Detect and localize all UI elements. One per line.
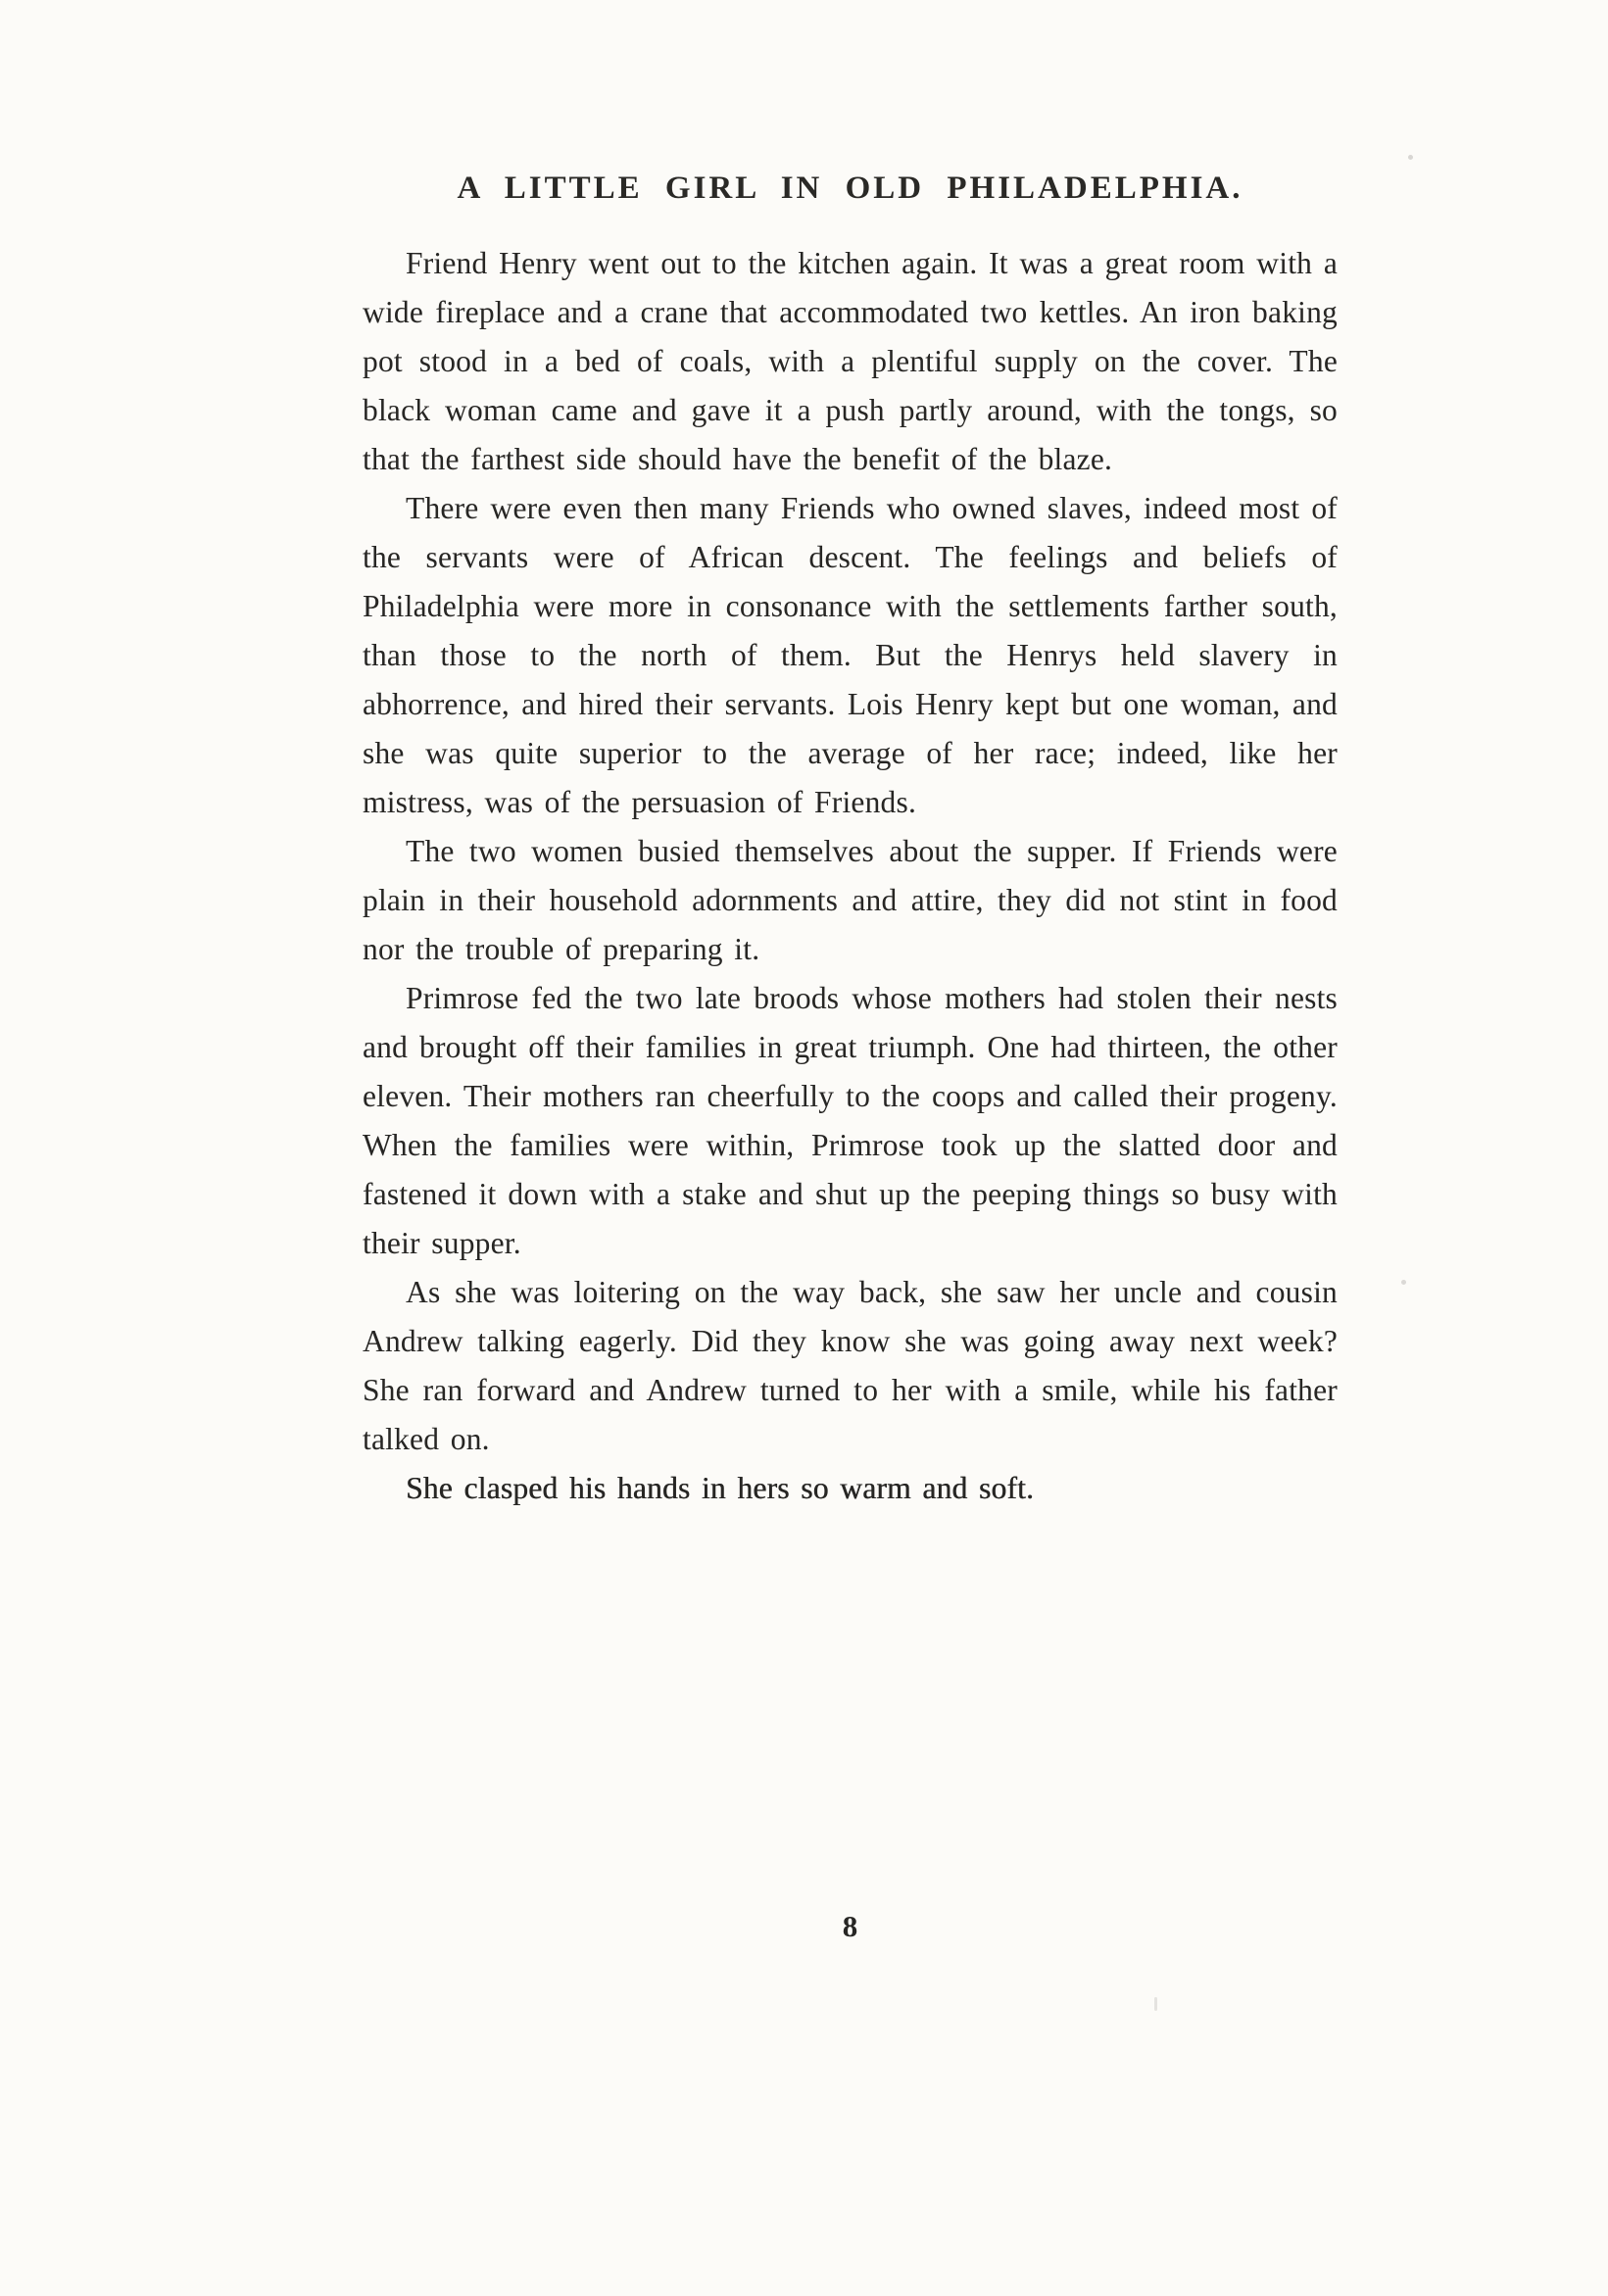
paragraph: There were even then many Friends who owned slaves, indeed most of the servants were of African descent. The feelings and beliefs of Philadelphia were more in consonance with the settlements farther south, than those to the north of them. But the Henrys held slavery in abhorrence, and hired their servants. Lois Henry kept but one woman, and she was quite superior to the average of her race; indeed, like her mistress, was of the persuasion of Friends. <box>363 491 1338 819</box>
scan-speck <box>1401 1280 1406 1285</box>
paragraph: The two women busied themselves about the supper. If Friends were plain in their household adornments and attire, they did not stint in food nor the trouble of preparing it. <box>363 834 1338 966</box>
scan-speck <box>1408 155 1413 160</box>
body-text <box>363 239 1338 1513</box>
paragraph: She clasped his hands in hers so warm and soft. <box>406 1471 1035 1505</box>
paragraph: Primrose fed the two late broods whose mothers had stolen their nests and brought off their families in great triumph. One had thirteen, the other eleven. Their mothers ran cheerfully to the coops and called their progeny. When the families were within, Primrose took up the slatted door and fastened it down with a stake and shut up the peeping things so busy with their supper. <box>363 981 1338 1260</box>
paragraph: Friend Henry went out to the kitchen again. It was a great room with a wide fireplace and a crane that accommodated two kettles. An iron baking pot stood in a bed of coals, with a plentiful supply on the cover. The black woman came and gave it a push partly around, with the tongs, so that the farthest side should have the benefit of the blaze. <box>363 246 1338 476</box>
page-number: 8 <box>842 1909 858 1943</box>
text-block <box>363 169 1338 1513</box>
paragraph: As she was loitering on the way back, she saw her uncle and cousin Andrew talking eagerly. Did they know she was going away next week? She ran forward and Andrew turned to her with a smile, while his father talked on. <box>363 1275 1338 1456</box>
scan-speck <box>1154 1997 1157 2011</box>
running-header: A LITTLE GIRL IN OLD PHILADELPHIA. <box>457 171 1243 206</box>
